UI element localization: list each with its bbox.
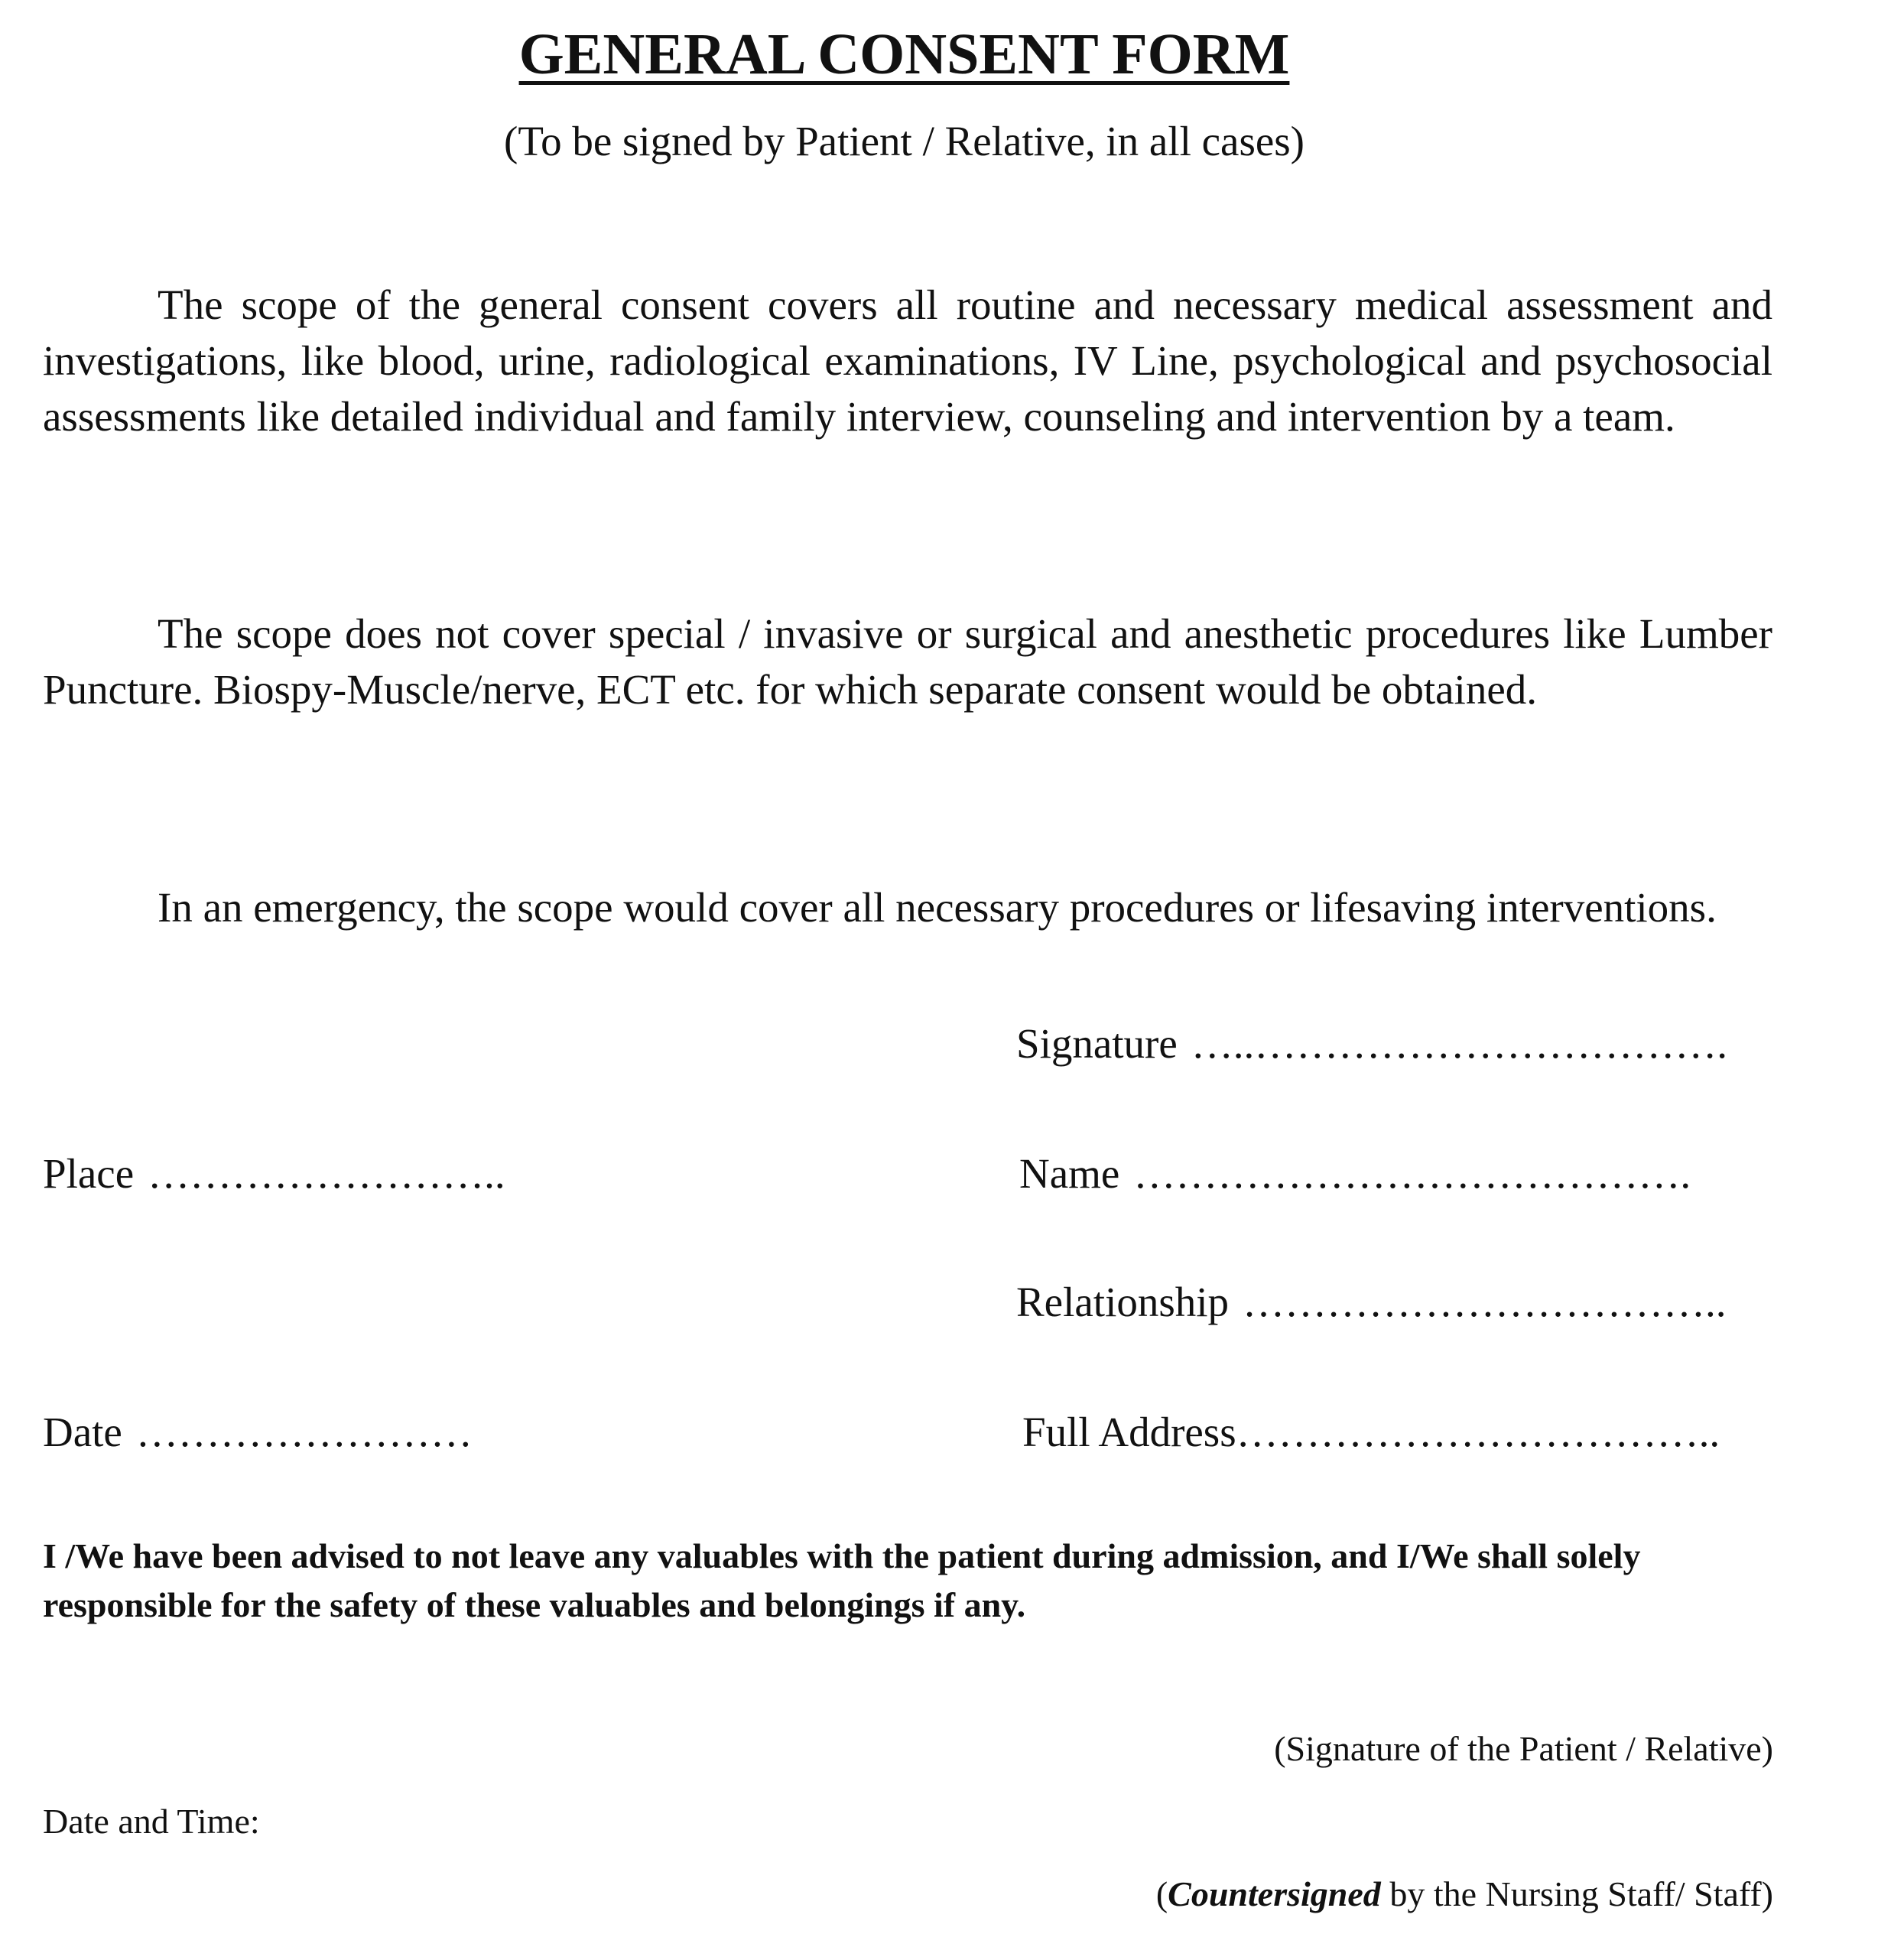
place-blank[interactable]: …………………….. — [148, 1150, 505, 1197]
signature-label: Signature — [1016, 1020, 1178, 1067]
form-title — [0, 20, 1808, 89]
date-label: Date — [43, 1409, 122, 1455]
place-field[interactable] — [43, 1147, 505, 1201]
countersign-caption — [1156, 1870, 1773, 1919]
countersign-rest: by the Nursing Staff/ Staff) — [1380, 1874, 1773, 1913]
full-address-label: Full Address — [1022, 1409, 1236, 1455]
relationship-label: Relationship — [1016, 1279, 1230, 1325]
name-blank[interactable]: …………………………………. — [1133, 1150, 1691, 1197]
valuables-notice: I /We have been advised to not leave any valuables with the patient during admission, and I/We shall solely responsible for the safety of these valuables and belongings if any. — [43, 1536, 1641, 1624]
name-label: Name — [1019, 1150, 1120, 1197]
full-address-blank[interactable]: …………………………….. — [1236, 1409, 1720, 1455]
signature-field[interactable] — [1016, 1017, 1727, 1071]
exclusions-paragraph: The scope does not cover special / invasive or surgical and anesthetic procedures like Lumber Puncture. Biospy-Muscle/nerve, ECT etc. for which separate consent would be obtained. — [43, 610, 1772, 713]
patient-signature-caption: (Signature of the Patient / Relative) — [1274, 1729, 1773, 1768]
date-blank[interactable]: …………………… — [135, 1409, 473, 1455]
emergency-paragraph: In an emergency, the scope would cover all necessary procedures or lifesaving interventions. — [158, 884, 1717, 931]
countersigned-emphasis: Countersigned — [1168, 1874, 1381, 1913]
full-address-field[interactable] — [1022, 1406, 1720, 1459]
form-subtitle: (To be signed by Patient / Relative, in all cases) — [504, 118, 1305, 164]
scope-paragraph: The scope of the general consent covers all routine and necessary medical assessment and investigations, like blood, urine, radiological examinations, IV Line, psychological and psychosocial assessments like detailed individual and family interview, counseling and intervention by a team. — [43, 281, 1772, 440]
form-title-text: GENERAL CONSENT FORM — [518, 22, 1290, 86]
countersign-open: ( — [1155, 1874, 1168, 1913]
date-field[interactable] — [43, 1406, 473, 1459]
date-time-label: Date and Time: — [43, 1802, 260, 1841]
signature-blank[interactable]: …..……………………………. — [1191, 1020, 1728, 1067]
name-field[interactable] — [1019, 1147, 1691, 1201]
place-label: Place — [43, 1150, 135, 1197]
relationship-blank[interactable]: …………………………….. — [1243, 1279, 1727, 1325]
relationship-field[interactable] — [1016, 1276, 1727, 1329]
